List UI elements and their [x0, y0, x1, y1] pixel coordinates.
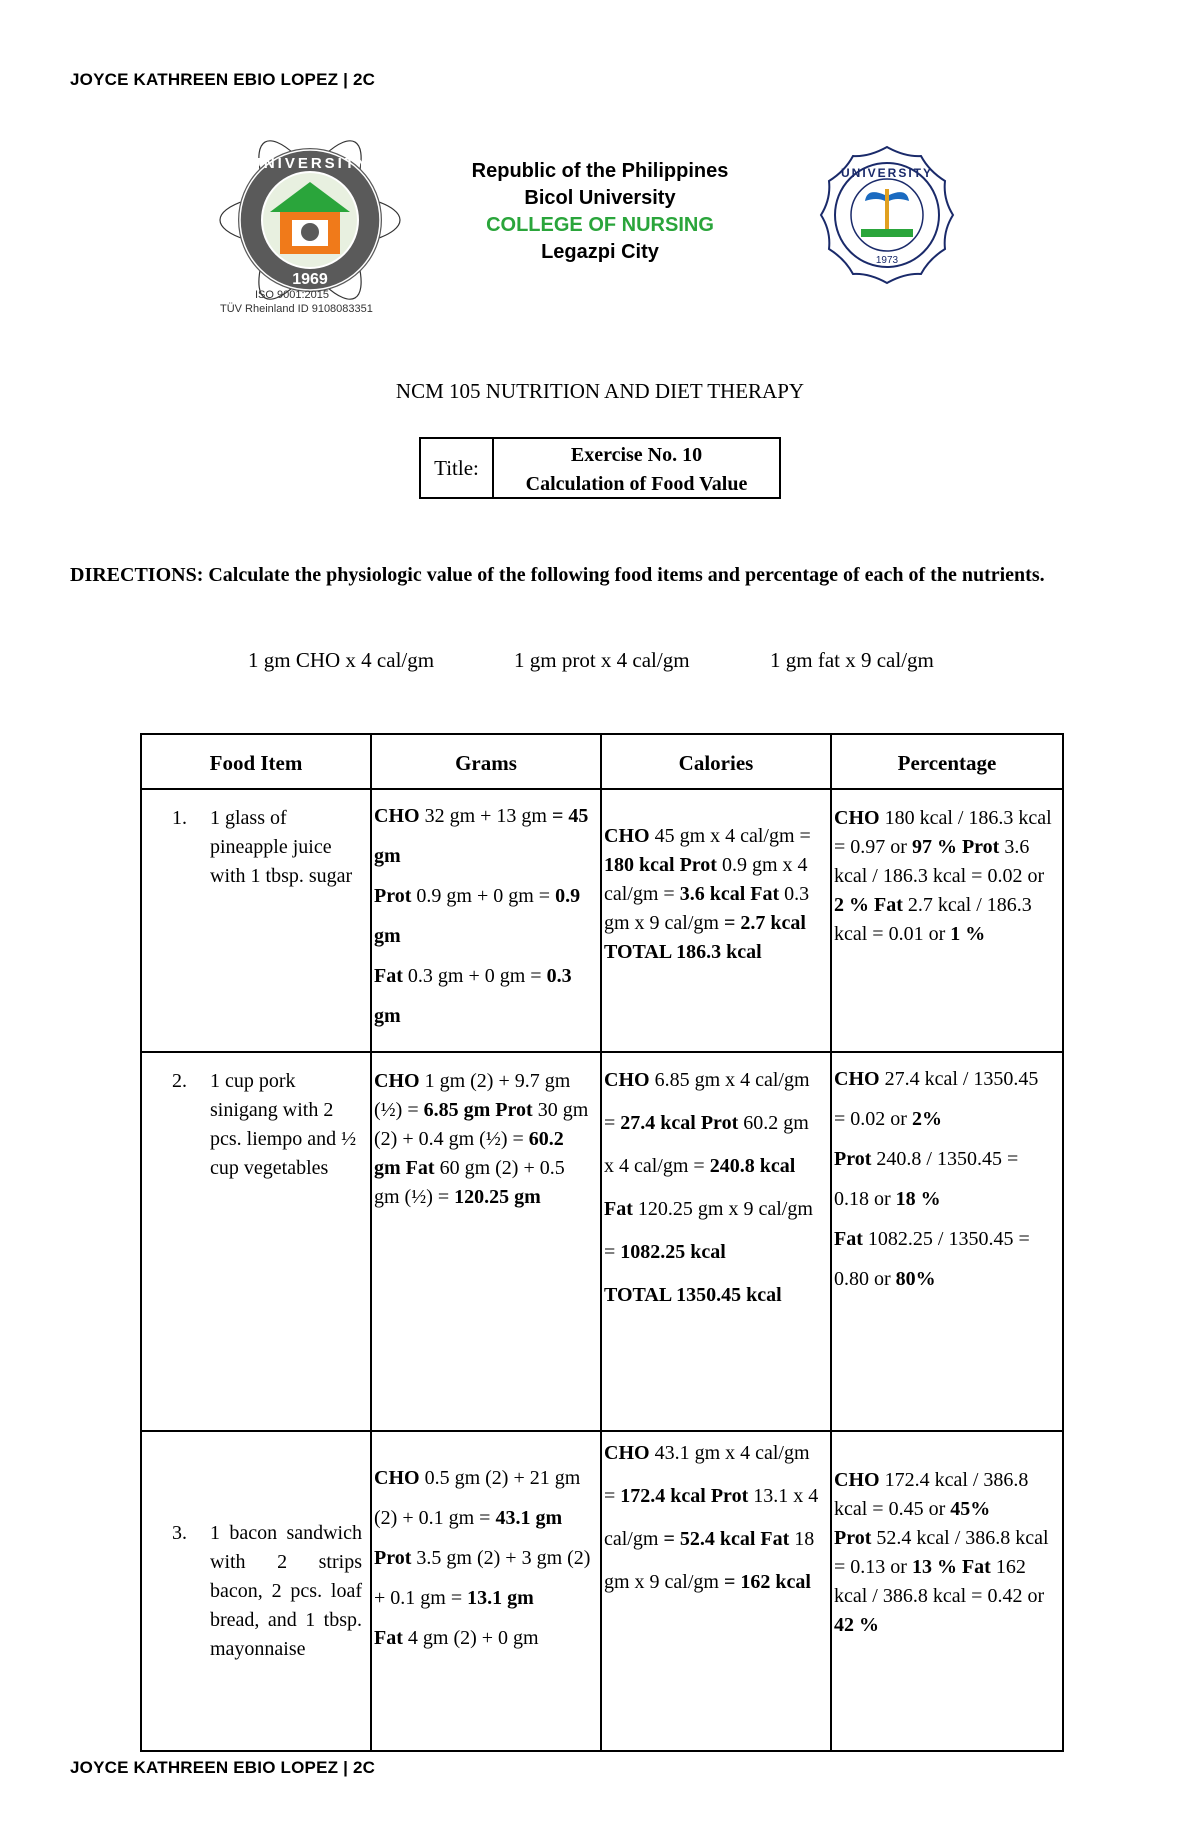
item-text: 1 glass of pineapple juice with 1 tbsp. sugar: [210, 807, 353, 887]
formula-cho: 1 gm CHO x 4 cal/gm: [248, 648, 435, 672]
percentage-cell: CHO 172.4 kcal / 386.8 kcal = 0.45 or 45% Prot 52.4 kcal / 386.8 kcal = 0.13 or 13 % Fat 162 kcal / 386.8 kcal = 0.42 or 42 %: [831, 1431, 1063, 1751]
calories-cell: CHO 6.85 gm x 4 cal/gm = 27.4 kcal Prot 60.2 gm x 4 cal/gm = 240.8 kcal Fat 120.25 gm x 9 cal/gm = 1082.25 kcal TOTAL 1350.45 kcal: [601, 1052, 831, 1431]
title-box: [419, 437, 781, 499]
header-percentage: Percentage: [831, 734, 1063, 789]
item-text: 1 bacon sandwich with 2 strips bacon, 2 pcs. loaf bread, and 1 tbsp. mayonnaise: [210, 1521, 362, 1660]
table-row: [141, 1431, 1063, 1751]
svg-text:UNIVERSITY: UNIVERSITY: [840, 166, 934, 180]
food-item-cell: [141, 789, 371, 1052]
institution-line-2: Bicol University: [524, 187, 676, 209]
food-item-cell: [141, 1052, 371, 1431]
iso-line-1: ISO 9001:2015: [255, 289, 330, 301]
institution-line-4: Legazpi City: [541, 241, 659, 263]
logo-year: 1969: [292, 271, 328, 288]
item-number: 1.: [172, 807, 187, 829]
institution-block: [400, 158, 800, 266]
iso-line-2: TÜV Rheinland ID 9108083351: [220, 303, 373, 315]
calories-cell: CHO 45 gm x 4 cal/gm = 180 kcal Prot 0.9 gm x 4 cal/gm = 3.6 kcal Fat 0.3 gm x 9 cal/gm = 2.7 kcal TOTAL 186.3 kcal: [601, 789, 831, 1052]
grams-cell: CHO 0.5 gm (2) + 21 gm (2) + 0.1 gm = 43.1 gm Prot 3.5 gm (2) + 3 gm (2) + 0.1 gm = 13.1 gm Fat 4 gm (2) + 0 gm: [371, 1431, 601, 1751]
title-line-2: Calculation of Food Value: [525, 473, 748, 495]
table-row: [141, 789, 1063, 1052]
logo-year: 1973: [875, 255, 899, 266]
title-line-1: Exercise No. 10: [570, 444, 703, 466]
header-food-item: Food Item: [141, 734, 371, 789]
course-title: NCM 105 NUTRITION AND DIET THERAPY: [395, 379, 805, 403]
table-header-row: [141, 734, 1063, 789]
page-footer: JOYCE KATHREEN EBIO LOPEZ | 2C: [70, 1758, 376, 1777]
formula-prot: 1 gm prot x 4 cal/gm: [514, 648, 690, 672]
header-calories: Calories: [601, 734, 831, 789]
page-header: JOYCE KATHREEN EBIO LOPEZ | 2C: [70, 70, 376, 89]
header-grams: Grams: [371, 734, 601, 789]
institution-line-3: COLLEGE OF NURSING: [486, 214, 714, 236]
calories-cell: CHO 43.1 gm x 4 cal/gm = 172.4 kcal Prot 13.1 x 4 cal/gm = 52.4 kcal Fat 18 gm x 9 cal/gm = 162 kcal: [601, 1431, 831, 1751]
grams-cell: CHO 32 gm + 13 gm = 45 gm Prot 0.9 gm + 0 gm = 0.9 gm Fat 0.3 gm + 0 gm = 0.3 gm: [371, 789, 601, 1052]
percentage-cell: CHO 27.4 kcal / 1350.45 = 0.02 or 2% Prot 240.8 / 1350.45 = 0.18 or 18 % Fat 1082.25 / 1350.45 = 0.80 or 80%: [831, 1052, 1063, 1431]
percentage-cell: CHO 180 kcal / 186.3 kcal = 0.97 or 97 % Prot 3.6 kcal / 186.3 kcal = 0.02 or 2 % Fat 2.7 kcal / 186.3 kcal = 0.01 or 1 %: [831, 789, 1063, 1052]
title-value: [494, 439, 779, 497]
formula-fat: 1 gm fat x 9 cal/gm: [770, 648, 934, 672]
college-of-nursing-logo: [800, 145, 975, 285]
item-number: 2.: [172, 1070, 187, 1092]
grams-cell: CHO 1 gm (2) + 9.7 gm (½) = 6.85 gm Prot 30 gm (2) + 0.4 gm (½) = 60.2 gm Fat 60 gm (2) + 0.5 gm (½) = 120.25 gm: [371, 1052, 601, 1431]
item-text: 1 cup pork sinigang with 2 pcs. liempo and ½ cup vegetables: [210, 1070, 357, 1179]
svg-text:UNIVERSITY: UNIVERSITY: [249, 155, 371, 172]
institution-line-1: Republic of the Philippines: [471, 160, 729, 182]
title-label: Title:: [421, 439, 494, 497]
food-item-cell: [141, 1431, 371, 1751]
bicol-university-logo: [215, 140, 405, 320]
table-row: [141, 1052, 1063, 1431]
food-value-table: [140, 733, 1064, 1752]
item-number: 3.: [172, 1521, 187, 1544]
directions: DIRECTIONS: Calculate the physiologic value of the following food items and percentage of each of the nutrients.: [70, 564, 1045, 586]
